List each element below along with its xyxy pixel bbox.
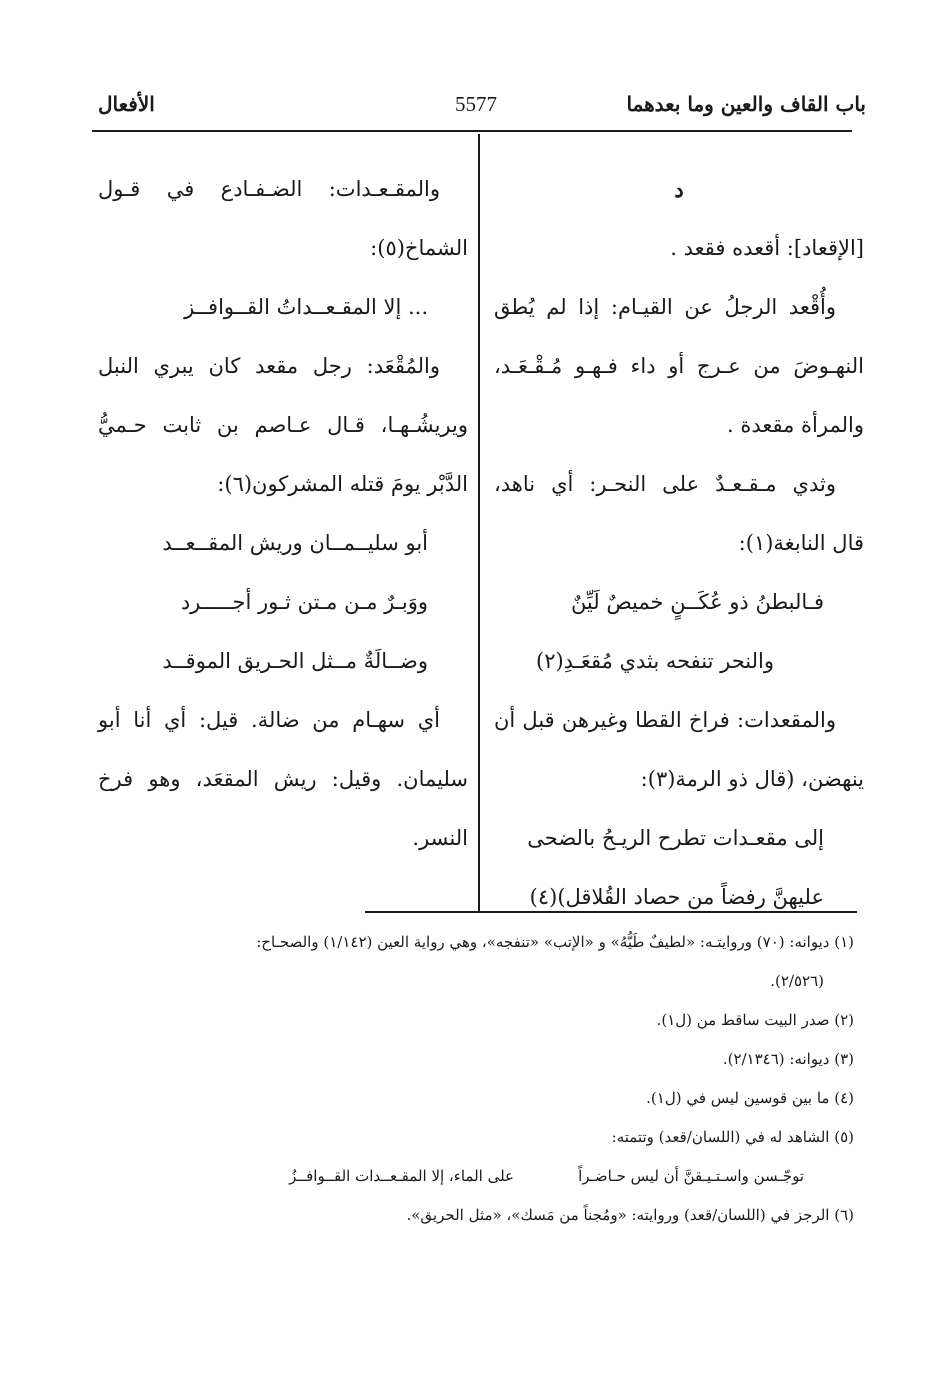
root-letter: د: [674, 177, 684, 202]
footnote-1: (١) ديوانه: (٧٠) وروايتـه: «لطيفٌ طَيُّهُ» و «الإتب» «تنفجه»، وهي رواية العين (١/١٤٢) والصحـاح:: [256, 933, 854, 951]
text-line: والمُقْعَد: رجل مقعد كان يبري النبل: [98, 354, 440, 378]
text-line: ينهضن، (قال ذو الرمة(٣):: [640, 767, 864, 791]
text-line: النسر.: [412, 826, 468, 850]
running-header-chapter: باب القاف والعين وما بعدهما: [626, 92, 866, 116]
left-column: [98, 160, 468, 868]
header-rule: [92, 130, 852, 132]
verse-line: إلى مقعـدات تطرح الريـحُ بالضحى: [527, 826, 824, 850]
verse-line: ... إلا المقـعــداتُ القــوافــز: [184, 295, 428, 319]
footnote-5: (٥) الشاهد له في (اللسان/قعد) وتتمته:: [611, 1128, 854, 1146]
footnote-2: (٢) صدر البيت ساقط من (ل١).: [656, 1011, 854, 1029]
right-column: [494, 160, 864, 927]
text-line: وأُقْعد الرجلُ عن القيـام: إذا لم يُطق: [494, 295, 836, 319]
text-line: [الإقعاد]: أقعده فقعد .: [670, 236, 864, 260]
verse-line: أبو سليــمــان وريش المقــعــد: [162, 531, 428, 555]
verse-line: عليهنَّ رفضاً من حصاد القُلاقل)(٤): [529, 885, 824, 909]
footnotes: [94, 923, 854, 1235]
text-line: قال النابغة(١):: [738, 531, 864, 555]
text-line: النهـوضَ من عـرج أو داء فـهـو مُـقْـعَـد،: [494, 354, 864, 378]
verse-second-hemistich: على الماء، إلا المقـعــدات القــوافــزُ: [289, 1167, 514, 1185]
text-line: والمرأة مقعدة .: [727, 413, 864, 437]
text-line: أي سهـام من ضالة. قيل: أي أنا أبو: [98, 708, 440, 732]
footnote-6: (٦) الرجز في (اللسان/قعد) وروايته: «ومُجناً من مَسك»، «مثل الحريق».: [406, 1206, 854, 1224]
verse-line: ووَبـرٌ مـن مـتن ثـور أجـــــرد: [180, 590, 428, 614]
text-line: الدَّبْر يومَ قتله المشركون(٦):: [217, 472, 468, 496]
footnote-4: (٤) ما بين قوسين ليس في (ل١).: [646, 1089, 854, 1107]
text-line: والمقعدات: فراخ القطا وغيرهن قبل أن: [494, 708, 836, 732]
footnote-5-verse: [94, 1157, 854, 1196]
text-line: وثدي مـقـعـدٌ على النحـر: أي ناهد،: [494, 472, 836, 496]
page-number: 5577: [455, 92, 497, 116]
text-line: ويريشُـهـا، قـال عـاصم بن ثابت حـميُّ: [98, 413, 468, 437]
running-header-section: الأفعال: [98, 92, 155, 116]
verse-line: فـالبطنُ ذو عُكَــنٍ خميصٌ لَيِّنٌ: [570, 590, 824, 614]
verse-line: والنحر تنفحه بثدي مُقعَـدِ(٢): [536, 649, 774, 673]
text-line: الشماخ(٥):: [370, 236, 468, 260]
text-line: والمقـعـدات: الضـفـادع في قـول: [98, 177, 440, 201]
footnote-1-continued: (٢/٥٢٦).: [770, 972, 824, 990]
text-line: سليمان. وقيل: ريش المقعَد، وهو فرخ: [98, 767, 468, 791]
footnote-3: (٣) ديوانه: (٢/١٣٤٦).: [722, 1050, 854, 1068]
verse-first-hemistich: توجّـسن واسـتـيـقنَّ أن ليس حـاضـراً: [578, 1167, 804, 1185]
column-divider: [478, 134, 480, 912]
verse-line: وضــالَةٌ مــثل الحـريق الموقــد: [162, 649, 428, 673]
footnote-rule: [365, 911, 857, 913]
